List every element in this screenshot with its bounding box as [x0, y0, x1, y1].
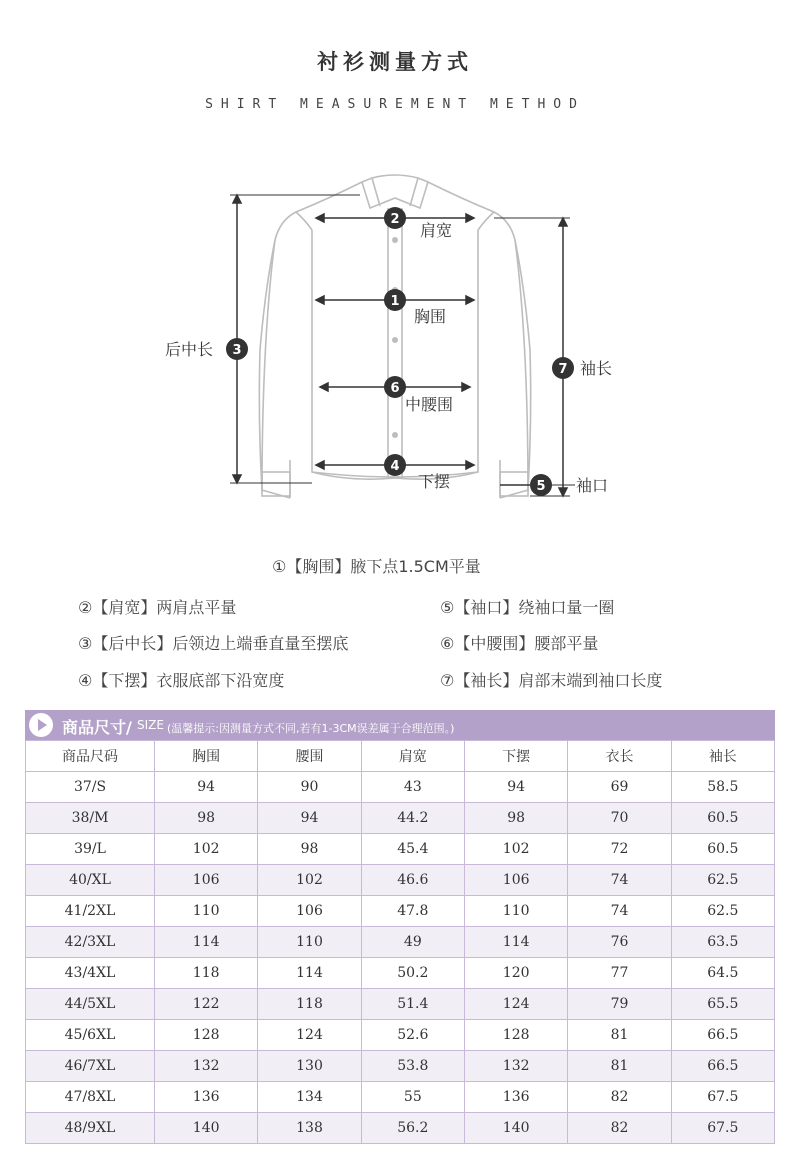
page-title: 衬衫测量方式 [317, 50, 473, 74]
table-cell: 81 [568, 1051, 671, 1082]
shirt-buttons [392, 237, 398, 438]
svg-text:4: 4 [390, 459, 400, 474]
table-cell: 118 [155, 958, 258, 989]
table-cell: 56.2 [361, 1113, 464, 1144]
table-cell: 62.5 [671, 896, 774, 927]
table-cell: 53.8 [361, 1051, 464, 1082]
table-cell: 118 [258, 989, 361, 1020]
note-cuff: ⑤【袖口】绕袖口量一圈 [440, 598, 615, 617]
note-chest: ①【胸围】腋下点1.5CM平量 [272, 557, 481, 576]
table-cell: 79 [568, 989, 671, 1020]
shirt-diagram [0, 160, 790, 520]
table-cell: 106 [155, 865, 258, 896]
table-row [26, 1020, 775, 1051]
table-cell: 52.6 [361, 1020, 464, 1051]
table-cell: 48/9XL [26, 1113, 155, 1144]
table-cell: 42/3XL [26, 927, 155, 958]
table-cell: 106 [464, 865, 567, 896]
table-cell: 47/8XL [26, 1082, 155, 1113]
table-cell: 81 [568, 1020, 671, 1051]
table-cell: 106 [258, 896, 361, 927]
table-cell: 77 [568, 958, 671, 989]
table-cell: 82 [568, 1113, 671, 1144]
table-cell: 120 [464, 958, 567, 989]
label-back-length: 后中长 [165, 340, 214, 359]
table-cell: 134 [258, 1082, 361, 1113]
table-cell: 124 [258, 1020, 361, 1051]
svg-text:3: 3 [232, 343, 242, 358]
table-cell: 110 [258, 927, 361, 958]
table-row [26, 1051, 775, 1082]
table-cell: 132 [464, 1051, 567, 1082]
svg-text:1: 1 [390, 294, 400, 309]
table-cell: 74 [568, 896, 671, 927]
table-cell: 46/7XL [26, 1051, 155, 1082]
column-header: 衣长 [568, 741, 671, 772]
table-cell: 140 [464, 1113, 567, 1144]
table-cell: 132 [155, 1051, 258, 1082]
table-cell: 47.8 [361, 896, 464, 927]
table-cell: 114 [155, 927, 258, 958]
table-cell: 55 [361, 1082, 464, 1113]
table-row [26, 989, 775, 1020]
note-waist: ⑥【中腰围】腰部平量 [440, 634, 599, 653]
table-cell: 58.5 [671, 772, 774, 803]
badge-3 [226, 338, 248, 360]
table-cell: 70 [568, 803, 671, 834]
size-table-header [25, 710, 775, 740]
table-cell: 128 [155, 1020, 258, 1051]
size-table-body [26, 772, 775, 1144]
size-table-header-row [26, 741, 775, 772]
table-cell: 90 [258, 772, 361, 803]
column-header: 腰围 [258, 741, 361, 772]
table-cell: 66.5 [671, 1020, 774, 1051]
table-cell: 62.5 [671, 865, 774, 896]
table-cell: 110 [464, 896, 567, 927]
table-cell: 110 [155, 896, 258, 927]
column-header: 胸围 [155, 741, 258, 772]
table-cell: 128 [464, 1020, 567, 1051]
table-cell: 44.2 [361, 803, 464, 834]
badge-6 [384, 376, 406, 398]
table-cell: 136 [464, 1082, 567, 1113]
table-cell: 69 [568, 772, 671, 803]
table-cell: 43/4XL [26, 958, 155, 989]
table-row [26, 927, 775, 958]
page-subtitle: SHIRT MEASUREMENT METHOD [205, 97, 585, 112]
svg-text:6: 6 [390, 381, 400, 396]
table-cell: 102 [464, 834, 567, 865]
table-cell: 114 [258, 958, 361, 989]
table-cell: 63.5 [671, 927, 774, 958]
table-cell: 46.6 [361, 865, 464, 896]
size-table [25, 740, 775, 1144]
table-cell: 130 [258, 1051, 361, 1082]
table-cell: 40/XL [26, 865, 155, 896]
play-arrow-icon [29, 713, 53, 737]
table-cell: 98 [258, 834, 361, 865]
table-cell: 124 [464, 989, 567, 1020]
table-cell: 136 [155, 1082, 258, 1113]
table-cell: 102 [155, 834, 258, 865]
svg-text:2: 2 [390, 212, 400, 227]
badge-2 [384, 207, 406, 229]
table-cell: 51.4 [361, 989, 464, 1020]
size-table-title: 商品尺寸/ [62, 718, 132, 737]
badge-1 [384, 289, 406, 311]
table-cell: 122 [155, 989, 258, 1020]
label-chest: 胸围 [414, 307, 447, 326]
note-sleeve: ⑦【袖长】肩部末端到袖口长度 [440, 671, 663, 690]
table-cell: 43 [361, 772, 464, 803]
table-cell: 41/2XL [26, 896, 155, 927]
table-row [26, 865, 775, 896]
label-waist: 中腰围 [405, 395, 454, 414]
badge-5 [530, 474, 552, 496]
size-table-note: (温馨提示:因测量方式不同,若有1-3CM误差属于合理范围。) [167, 722, 455, 735]
column-header: 袖长 [671, 741, 774, 772]
table-cell: 67.5 [671, 1113, 774, 1144]
column-header: 肩宽 [361, 741, 464, 772]
table-cell: 45.4 [361, 834, 464, 865]
table-cell: 94 [258, 803, 361, 834]
table-cell: 39/L [26, 834, 155, 865]
measure-lines [230, 195, 570, 496]
table-row [26, 1082, 775, 1113]
label-shoulder: 肩宽 [420, 221, 453, 240]
size-table-size-word: SIZE [137, 718, 164, 732]
table-cell: 82 [568, 1082, 671, 1113]
table-cell: 65.5 [671, 989, 774, 1020]
table-cell: 44/5XL [26, 989, 155, 1020]
table-row [26, 834, 775, 865]
table-cell: 67.5 [671, 1082, 774, 1113]
table-cell: 38/M [26, 803, 155, 834]
note-shoulder: ②【肩宽】两肩点平量 [78, 598, 237, 617]
column-header: 下摆 [464, 741, 567, 772]
table-cell: 45/6XL [26, 1020, 155, 1051]
column-header: 商品尺码 [26, 741, 155, 772]
table-cell: 64.5 [671, 958, 774, 989]
svg-text:5: 5 [536, 479, 546, 494]
table-cell: 94 [155, 772, 258, 803]
table-row [26, 958, 775, 989]
table-cell: 49 [361, 927, 464, 958]
note-back-length: ③【后中长】后领边上端垂直量至摆底 [78, 634, 349, 653]
table-cell: 37/S [26, 772, 155, 803]
table-row [26, 1113, 775, 1144]
table-cell: 114 [464, 927, 567, 958]
table-cell: 50.2 [361, 958, 464, 989]
table-cell: 98 [155, 803, 258, 834]
label-sleeve: 袖长 [580, 359, 613, 378]
badge-7 [552, 357, 574, 379]
table-cell: 140 [155, 1113, 258, 1144]
svg-text:7: 7 [558, 362, 568, 377]
table-row [26, 803, 775, 834]
note-hem: ④【下摆】衣服底部下沿宽度 [78, 671, 285, 690]
table-cell: 102 [258, 865, 361, 896]
table-cell: 138 [258, 1113, 361, 1144]
table-cell: 60.5 [671, 803, 774, 834]
table-row [26, 772, 775, 803]
label-hem: 下摆 [418, 472, 451, 491]
table-cell: 60.5 [671, 834, 774, 865]
table-cell: 98 [464, 803, 567, 834]
table-cell: 72 [568, 834, 671, 865]
label-cuff: 袖口 [576, 476, 609, 495]
table-cell: 76 [568, 927, 671, 958]
table-cell: 66.5 [671, 1051, 774, 1082]
table-cell: 94 [464, 772, 567, 803]
table-cell: 74 [568, 865, 671, 896]
badge-4 [384, 454, 406, 476]
table-row [26, 896, 775, 927]
